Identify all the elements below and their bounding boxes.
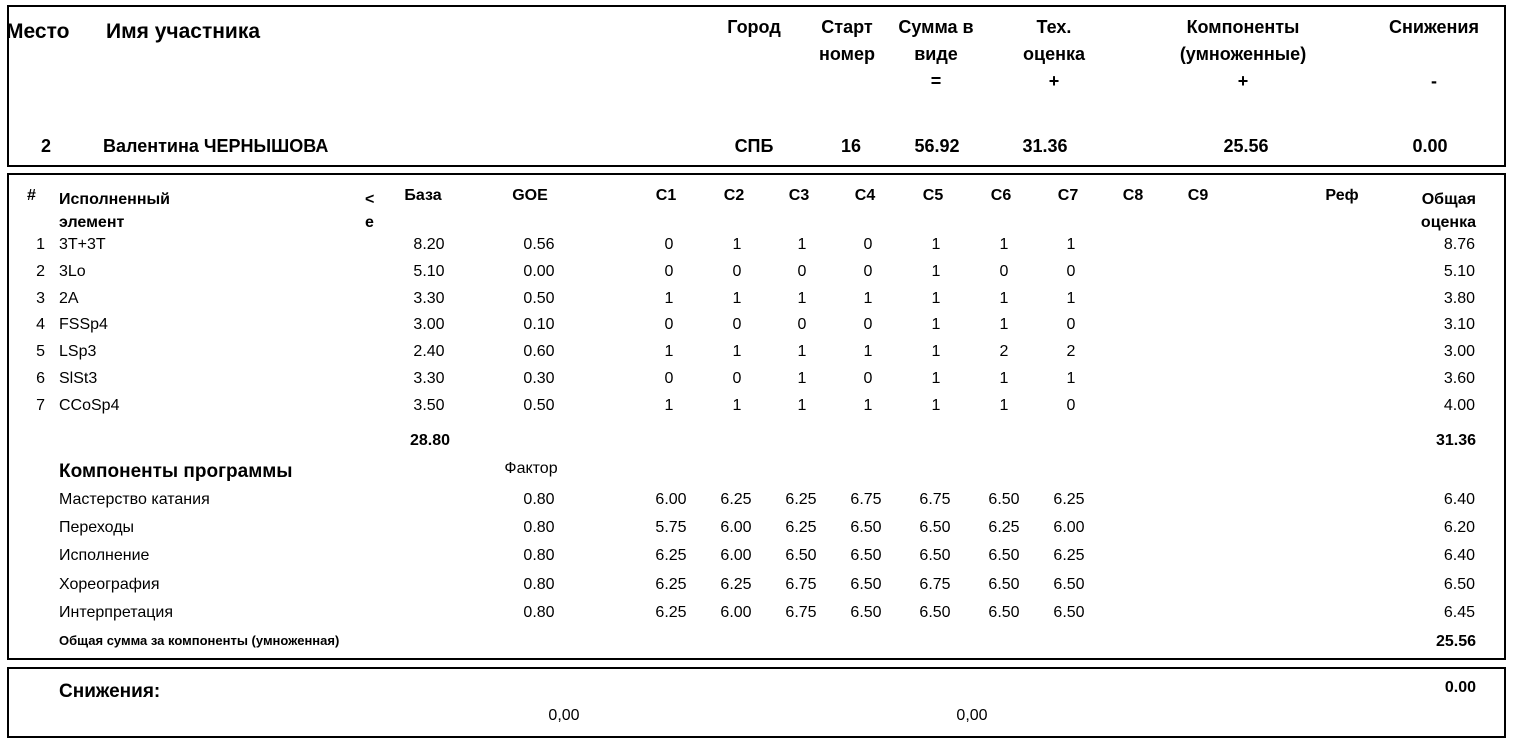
element-judge-score: 0 xyxy=(863,236,873,253)
component-judge-score: 6.00 xyxy=(720,519,752,537)
component-score: 6.20 xyxy=(1443,519,1475,537)
element-judge-score: 1 xyxy=(797,370,807,387)
start-number-label: Старт номер xyxy=(819,17,875,64)
element-goe: 0.56 xyxy=(523,236,555,253)
element-goe: 0.30 xyxy=(523,370,555,387)
component-judge-score: 6.50 xyxy=(850,519,882,537)
component-judge-score: 6.75 xyxy=(785,603,817,621)
element-judge-score: 1 xyxy=(931,262,941,280)
component-judge-score: 6.25 xyxy=(1053,491,1085,508)
component-score: 6.40 xyxy=(1443,491,1475,508)
element-judge-score: 1 xyxy=(931,316,941,334)
base-total: 28.80 xyxy=(409,432,451,449)
element-total: 3.00 xyxy=(1443,343,1475,361)
deduction-value-1: 0,00 xyxy=(548,707,580,724)
skater-city: СПБ xyxy=(734,136,774,156)
skater-total: 56.92 xyxy=(914,136,960,156)
skater-start-number: 16 xyxy=(840,136,862,156)
component-judge-score: 6.25 xyxy=(1053,547,1085,565)
element-number: 3 xyxy=(36,289,45,307)
element-judge-score: 1 xyxy=(931,343,941,361)
element-judge-score: 1 xyxy=(1066,370,1076,387)
skater-deductions: 0.00 xyxy=(1412,136,1448,156)
component-factor: 0.80 xyxy=(523,519,555,537)
component-name: Мастерство катания xyxy=(59,491,210,508)
element-judge-score: 0 xyxy=(732,370,742,387)
element-judge-score: 1 xyxy=(999,316,1009,334)
tes-label: Тех. оценка + xyxy=(1023,17,1085,91)
name-label: Имя участника xyxy=(106,20,261,43)
col-element-label: Исполненный элемент xyxy=(59,191,170,231)
element-total: 8.76 xyxy=(1443,236,1475,253)
element-total: 4.00 xyxy=(1443,396,1475,414)
component-factor: 0.80 xyxy=(523,491,555,508)
component-judge-score: 6.50 xyxy=(1053,575,1085,593)
element-judge-score: 1 xyxy=(732,343,742,361)
element-name: CCoSp4 xyxy=(59,396,120,414)
element-number: 4 xyxy=(36,316,45,334)
skater-name: Валентина ЧЕРНЫШОВА xyxy=(103,136,329,156)
component-judge-score: 6.50 xyxy=(988,603,1020,621)
element-total: 3.80 xyxy=(1443,289,1475,307)
col-ref-label: Реф xyxy=(1325,187,1359,204)
element-judge-score: 1 xyxy=(732,289,742,307)
element-number: 1 xyxy=(36,236,45,253)
col-score-label: Общая оценка xyxy=(1420,191,1476,231)
element-total: 3.10 xyxy=(1443,316,1475,334)
components-title: Компоненты программы xyxy=(59,461,293,482)
component-judge-score: 6.00 xyxy=(720,603,752,621)
element-judge-score: 1 xyxy=(797,289,807,307)
element-judge-score: 1 xyxy=(931,236,941,253)
element-number: 5 xyxy=(36,343,45,361)
component-name: Исполнение xyxy=(59,547,150,565)
component-judge-score: 6.25 xyxy=(655,547,687,565)
city-label: Город xyxy=(727,17,781,37)
component-judge-score: 6.25 xyxy=(720,575,752,593)
component-judge-score: 6.00 xyxy=(655,491,687,508)
element-name: 3Lo xyxy=(59,262,86,280)
component-judge-score: 6.75 xyxy=(850,491,882,508)
element-judge-score: 0 xyxy=(797,262,807,280)
element-goe: 0.60 xyxy=(523,343,555,361)
component-judge-score: 6.25 xyxy=(655,575,687,593)
element-name: FSSp4 xyxy=(59,316,108,334)
skater-place: 2 xyxy=(41,136,52,156)
component-judge-score: 6.50 xyxy=(850,575,882,593)
element-judge-score: 0 xyxy=(1066,262,1076,280)
element-base: 8.20 xyxy=(413,236,445,253)
col-info-label: < e xyxy=(365,191,375,231)
element-judge-score: 1 xyxy=(863,396,873,414)
element-judge-score: 1 xyxy=(664,396,674,414)
deductions-box xyxy=(7,667,1506,738)
element-goe: 0.10 xyxy=(523,316,555,334)
col-judge-label: C6 xyxy=(990,187,1012,204)
element-number: 6 xyxy=(36,370,45,387)
score-details-box xyxy=(7,173,1506,660)
component-judge-score: 6.50 xyxy=(919,603,951,621)
element-judge-score: 1 xyxy=(797,343,807,361)
element-judge-score: 0 xyxy=(863,316,873,334)
component-judge-score: 6.50 xyxy=(988,491,1020,508)
component-judge-score: 6.50 xyxy=(785,547,817,565)
element-base: 2.40 xyxy=(413,343,445,361)
skater-tes: 31.36 xyxy=(1022,136,1068,156)
element-number: 7 xyxy=(36,396,45,414)
element-judge-score: 1 xyxy=(732,236,742,253)
element-judge-score: 0 xyxy=(863,262,873,280)
element-judge-score: 1 xyxy=(664,289,674,307)
component-judge-score: 6.25 xyxy=(655,603,687,621)
component-name: Переходы xyxy=(59,519,135,537)
element-judge-score: 1 xyxy=(999,289,1009,307)
element-judge-score: 1 xyxy=(931,289,941,307)
element-goe: 0.50 xyxy=(523,396,555,414)
component-judge-score: 6.00 xyxy=(1053,519,1085,537)
component-judge-score: 6.25 xyxy=(988,519,1020,537)
component-judge-score: 6.25 xyxy=(785,491,817,508)
elements-total: 31.36 xyxy=(1435,432,1476,449)
component-judge-score: 6.50 xyxy=(988,575,1020,593)
component-judge-score: 6.75 xyxy=(919,575,951,593)
col-judge-label: C9 xyxy=(1187,187,1209,204)
components-total: 25.56 xyxy=(1435,633,1476,650)
element-judge-score: 0 xyxy=(863,370,873,387)
element-judge-score: 2 xyxy=(1066,343,1076,361)
component-judge-score: 6.25 xyxy=(720,491,752,508)
element-name: LSp3 xyxy=(59,343,97,361)
component-score: 6.45 xyxy=(1443,603,1475,621)
component-judge-score: 5.75 xyxy=(655,519,687,537)
component-judge-score: 6.00 xyxy=(720,547,752,565)
element-judge-score: 0 xyxy=(664,316,674,334)
element-judge-score: 0 xyxy=(999,262,1009,280)
col-goe-label: GOE xyxy=(512,187,548,204)
component-judge-score: 6.50 xyxy=(850,547,882,565)
col-judge-label: C2 xyxy=(723,187,745,204)
element-base: 3.30 xyxy=(413,289,445,307)
element-goe: 0.00 xyxy=(523,262,555,280)
component-factor: 0.80 xyxy=(523,547,555,565)
component-judge-score: 6.50 xyxy=(919,519,951,537)
element-name: 3T+3T xyxy=(59,236,106,253)
component-judge-score: 6.50 xyxy=(988,547,1020,565)
component-factor: 0.80 xyxy=(523,575,555,593)
element-goe: 0.50 xyxy=(523,289,555,307)
element-judge-score: 1 xyxy=(863,289,873,307)
element-total: 5.10 xyxy=(1443,262,1475,280)
element-name: SlSt3 xyxy=(59,370,98,387)
deduction-value-2: 0,00 xyxy=(956,707,988,724)
component-name: Хореография xyxy=(59,575,160,593)
component-judge-score: 6.75 xyxy=(785,575,817,593)
component-judge-score: 6.75 xyxy=(919,491,951,508)
element-judge-score: 0 xyxy=(664,370,674,387)
element-judge-score: 1 xyxy=(1066,289,1076,307)
component-judge-score: 6.50 xyxy=(919,547,951,565)
col-judge-label: C7 xyxy=(1057,187,1079,204)
element-judge-score: 1 xyxy=(931,396,941,414)
component-score: 6.40 xyxy=(1443,547,1475,565)
element-judge-score: 0 xyxy=(1066,316,1076,334)
element-judge-score: 0 xyxy=(664,262,674,280)
pcs-label: Компоненты (умноженные) + xyxy=(1179,17,1307,91)
skater-pcs: 25.56 xyxy=(1223,136,1269,156)
element-judge-score: 1 xyxy=(999,236,1009,253)
col-base-label: База xyxy=(404,187,442,204)
element-judge-score: 2 xyxy=(999,343,1009,361)
col-judge-label: C3 xyxy=(788,187,810,204)
element-total: 3.60 xyxy=(1443,370,1475,387)
col-judge-label: C5 xyxy=(922,187,944,204)
component-judge-score: 6.50 xyxy=(1053,603,1085,621)
col-judge-label: C1 xyxy=(655,187,677,204)
component-factor: 0.80 xyxy=(523,603,555,621)
element-judge-score: 1 xyxy=(664,343,674,361)
element-judge-score: 1 xyxy=(797,236,807,253)
element-base: 3.50 xyxy=(413,396,445,414)
component-score: 6.50 xyxy=(1443,575,1475,593)
element-base: 3.30 xyxy=(413,370,445,387)
deductions-label: Снижения - xyxy=(1389,17,1479,91)
element-judge-score: 1 xyxy=(1066,236,1076,253)
components-total-label: Общая сумма за компоненты (умноженная) xyxy=(59,633,340,648)
element-judge-score: 0 xyxy=(732,262,742,280)
element-judge-score: 0 xyxy=(732,316,742,334)
element-judge-score: 1 xyxy=(863,343,873,361)
place-label: Место xyxy=(6,20,70,43)
element-judge-score: 1 xyxy=(999,370,1009,387)
deductions-title: Снижения: xyxy=(59,681,161,702)
element-judge-score: 1 xyxy=(732,396,742,414)
element-base: 5.10 xyxy=(413,262,445,280)
element-judge-score: 0 xyxy=(797,316,807,334)
factor-label: Фактор xyxy=(504,460,558,477)
element-number: 2 xyxy=(36,262,45,280)
element-base: 3.00 xyxy=(413,316,445,334)
component-name: Интерпретация xyxy=(59,603,174,621)
col-judge-label: C4 xyxy=(854,187,876,204)
col-judge-label: C8 xyxy=(1122,187,1144,204)
element-judge-score: 1 xyxy=(931,370,941,387)
component-judge-score: 6.25 xyxy=(785,519,817,537)
element-judge-score: 0 xyxy=(664,236,674,253)
element-name: 2A xyxy=(59,289,79,307)
col-num-label: # xyxy=(27,187,36,204)
element-judge-score: 0 xyxy=(1066,396,1076,414)
element-judge-score: 1 xyxy=(999,396,1009,414)
component-judge-score: 6.50 xyxy=(850,603,882,621)
deductions-total: 0.00 xyxy=(1444,679,1476,696)
element-judge-score: 1 xyxy=(797,396,807,414)
total-score-label: Сумма в виде = xyxy=(898,17,974,91)
